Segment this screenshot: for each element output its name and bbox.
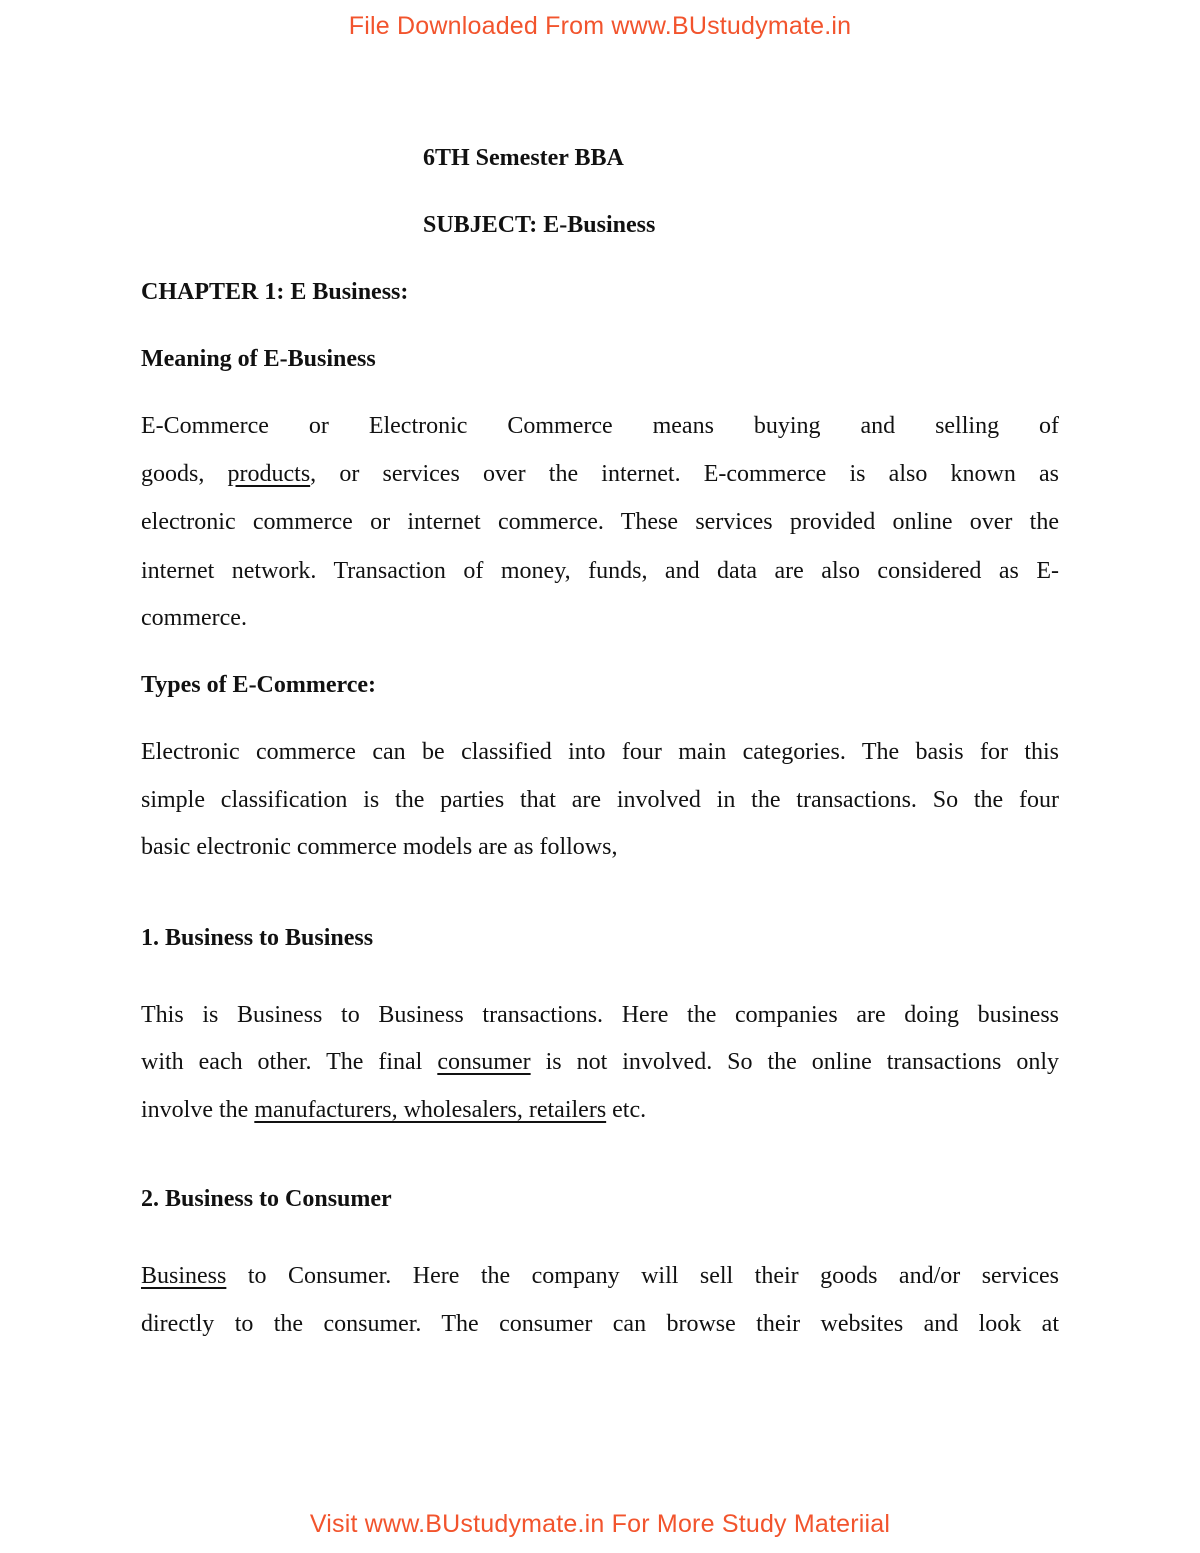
types-line-3: basic electronic commerce models are as follows, <box>141 834 618 860</box>
b2b-line-3-start: involve the <box>141 1097 255 1123</box>
meaning-line-4: internet network. Transaction of money, funds, and data are also considered as E- <box>141 558 1059 584</box>
meaning-heading: Meaning of E-Business <box>141 346 376 372</box>
b2b-line-1: This is Business to Business transactions. Here the companies are doing business <box>141 1002 1059 1028</box>
b2b-line-2-start: with each other. The final <box>141 1049 438 1075</box>
bottom-banner: Visit www.BUstudymate.in For More Study Materiial <box>309 1510 891 1538</box>
meaning-line-1: E-Commerce or Electronic Commerce means buying and selling of <box>141 413 1059 439</box>
b2c-line-1 <box>141 1261 1059 1291</box>
b2b-heading: 1. Business to Business <box>141 925 374 951</box>
consumer-link[interactable]: consumer <box>437 1049 531 1075</box>
meaning-line-2 <box>141 459 1059 489</box>
b2c-line-1-end: to Consumer. Here the company will sell their goods and/or services <box>226 1263 1059 1289</box>
semester-heading: 6TH Semester BBA <box>423 145 624 171</box>
b2b-line-3-end: etc. <box>606 1097 647 1123</box>
types-line-1: Electronic commerce can be classified into four main categories. The basis for this <box>141 739 1059 765</box>
b2b-line-2-end: is not involved. So the online transactions only <box>530 1049 1059 1075</box>
b2c-heading: 2. Business to Consumer <box>141 1186 392 1212</box>
types-heading: Types of E-Commerce: <box>141 672 377 698</box>
meaning-line-3: electronic commerce or internet commerce. These services provided online over the <box>141 509 1059 535</box>
business-link[interactable]: Business <box>141 1263 227 1289</box>
meaning-line-5: commerce. <box>141 605 247 631</box>
products-link[interactable]: products <box>227 461 311 487</box>
b2b-line-2 <box>141 1047 1059 1077</box>
top-banner: File Downloaded From www.BUstudymate.in <box>348 12 852 40</box>
meaning-line-2-end: , or services over the internet. E-commerce is also known as <box>310 461 1059 487</box>
b2c-line-2: directly to the consumer. The consumer can browse their websites and look at <box>141 1311 1059 1337</box>
chapter-title: CHAPTER 1: E Business: <box>141 279 409 305</box>
b2b-line-3 <box>141 1095 1059 1125</box>
subject-heading: SUBJECT: E-Business <box>423 212 656 238</box>
types-line-2: simple classification is the parties that are involved in the transactions. So the four <box>141 787 1059 813</box>
meaning-line-2-start: goods, <box>141 461 228 487</box>
manufacturers-link[interactable]: manufacturers, wholesalers, retailers <box>254 1097 607 1123</box>
